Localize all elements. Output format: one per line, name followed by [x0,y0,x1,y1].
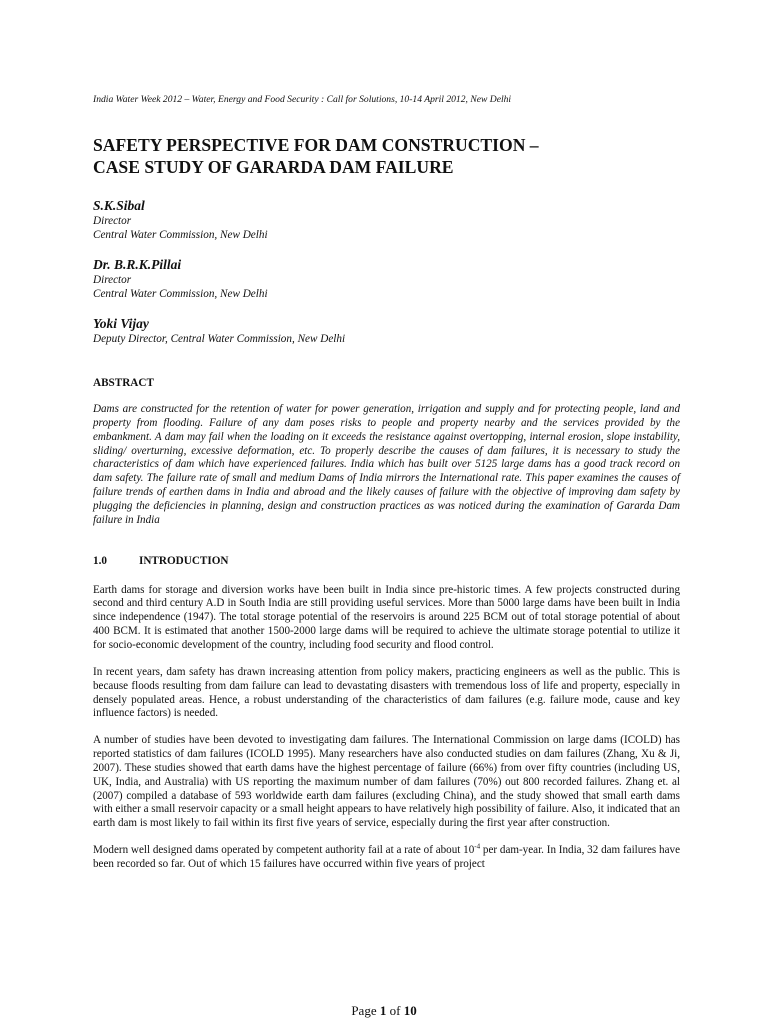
author-designation: Director [93,215,132,227]
total-page-count: 10 [403,1003,417,1018]
paragraph-text-start: Modern well designed dams operated by competent authority fail at a rate of about 10 [93,844,475,857]
section-title: INTRODUCTION [139,554,229,567]
author-name: S.K.Sibal [93,198,145,213]
author-affiliation: Central Water Commission, New Delhi [93,288,268,300]
author-affiliation: Deputy Director, Central Water Commission, New Delhi [93,333,346,345]
running-header: India Water Week 2012 – Water, Energy and Food Security : Call for Solutions, 10-14 April 2012, New Delhi [93,94,512,105]
author-block-2 [93,256,680,301]
paper-title [93,134,680,178]
author-name: Yoki Vijay [93,316,149,331]
author-name: Dr. B.R.K.Pillai [93,257,182,272]
paper-title-line-1: SAFETY PERSPECTIVE FOR DAM CONSTRUCTION – [93,135,539,155]
exponent: -4 [474,842,481,851]
page-of-label: of [386,1003,404,1018]
introduction-heading [93,554,680,568]
intro-paragraph-4 [93,844,680,872]
author-affiliation: Central Water Commission, New Delhi [93,229,268,241]
intro-paragraph-1: Earth dams for storage and diversion works have been built in India since pre-historic times. A few projects constructed during second and third century A.D in South India are still providing useful services. More than 5000 large dams have been built in India since independence (1947). The total storage potential of the reservoirs is around 225 BCM out of total storage potential of about 400 BCM. It is estimated that another 1500-2000 large dams will be required to achieve the ultimate storage potential to utilize it for socio-economic development of the country, including food security and flood control. [93,583,680,651]
page-label: Page [351,1003,380,1018]
author-block-3 [93,315,680,346]
author-block-1 [93,197,680,242]
abstract-text: Dams are constructed for the retention of water for power generation, irrigation and supply and for protecting people, land and property from flooding. Failure of any dam poses risks to people and property nearby and the services provided by the embankment. A dam may fail when the loading on it exceeds the resistance against overtopping, internal erosion, slope instability, sliding/ overturning, excessive deformation, etc. To properly describe the causes of dam failures, it is necessary to study the characteristics of dam which have experienced failures. India which has built over 5125 large dams has a good track record on dam safety. The failure rate of small and medium Dams of India mirrors the International rate. This paper examines the causes of failure trends of earthen dams in India and abroad and the likely causes of failure with the objective of improving dam safety by plugging the deficiencies in planning, design and construction practices as was noticed during the examination of Gararda Dam failure in India [93,403,680,526]
intro-paragraph-3: A number of studies have been devoted to investigating dam failures. The International Commission on large dams (ICOLD) has reported statistics of dam failures (ICOLD 1995). Many researchers have also conducted studies on dam failures (Zhang, Xu & Ji, 2007). These studies showed that earth dams have the highest percentage of failure (66%) from over fifty countries (including US, UK, India, and Australia) with US reporting the maximum number of dam failures (70%) out 800 recorded failures. Zhang et. al (2007) compiled a database of 593 worldwide earth dam failures (excluding China), and the study showed that small earth dams with either a small reservoir capacity or a small height appears to have relatively high possibility of failure. Also, it indicated that an earth dam is most likely to fail within its first five years of service, especially during the first year after construction. [93,734,680,830]
current-page-number: 1 [379,1003,387,1018]
page-footer [0,1003,768,1019]
author-designation: Director [93,274,132,286]
section-number: 1.0 [93,554,107,567]
abstract-heading: ABSTRACT [93,377,154,389]
intro-paragraph-2: In recent years, dam safety has drawn increasing attention from policy makers, practicing engineers as well as the public. This is because floods resulting from dam failure can lead to devastating disasters with tremendous loss of life and property, especially in densely populated areas. Hence, a robust understanding of the characteristics of dam failures (e.g. failure mode, cause and key influence factors) is needed. [93,665,680,720]
paragraph-text-end: per dam-year. In India, 32 dam failures have been recorded so far. Out of which 15 failures have occurred within five years of project [93,844,680,870]
paper-title-line-2: CASE STUDY OF GARARDA DAM FAILURE [93,157,454,177]
